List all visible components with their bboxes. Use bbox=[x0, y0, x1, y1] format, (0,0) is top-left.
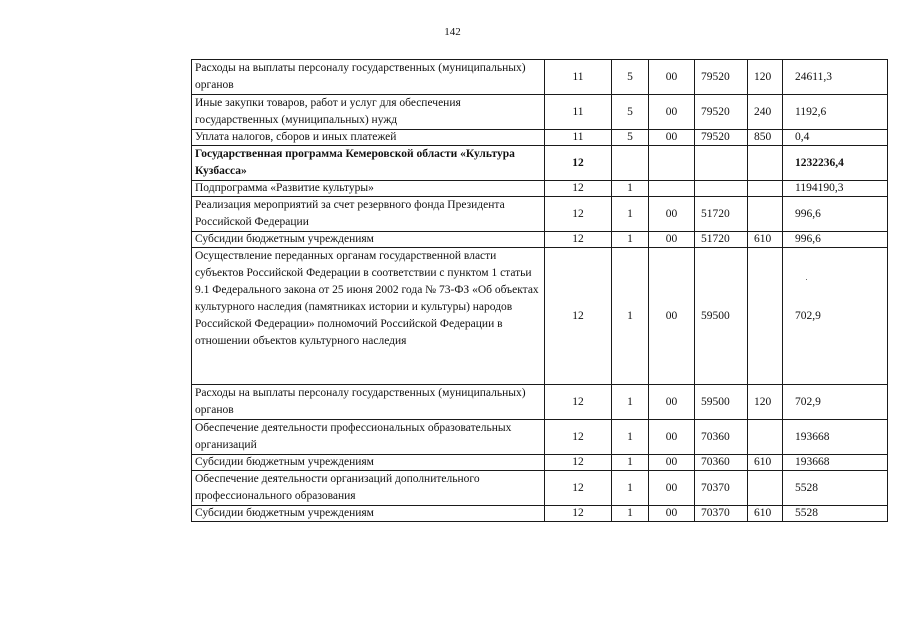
row-name-cell: Расходы на выплаты персоналу государственных (муниципальных) органов bbox=[192, 385, 545, 420]
expense-type-cell bbox=[748, 197, 783, 232]
program-code-cell: 00 bbox=[649, 232, 695, 248]
section-code-cell: 12 bbox=[545, 471, 612, 506]
row-name-cell: Субсидии бюджетным учреждениям bbox=[192, 232, 545, 248]
program-code-cell: 00 bbox=[649, 385, 695, 420]
section-code-cell: 12 bbox=[545, 385, 612, 420]
table-row bbox=[192, 232, 888, 248]
program-code-cell bbox=[649, 181, 695, 197]
subsection-code-cell: 1 bbox=[612, 181, 649, 197]
row-name-cell: Подпрограмма «Развитие культуры» bbox=[192, 181, 545, 197]
amount-cell: 5528 bbox=[783, 506, 888, 522]
subsection-code-cell: 1 bbox=[612, 197, 649, 232]
subsection-code-cell: 5 bbox=[612, 60, 649, 95]
subsection-code-cell: 1 bbox=[612, 385, 649, 420]
table-row bbox=[192, 455, 888, 471]
table-row bbox=[192, 385, 888, 420]
expense-type-cell: 240 bbox=[748, 95, 783, 130]
expense-type-cell bbox=[748, 471, 783, 506]
amount-cell: 193668 bbox=[783, 455, 888, 471]
expense-type-cell: 610 bbox=[748, 232, 783, 248]
program-code-cell: 00 bbox=[649, 248, 695, 385]
section-code-cell: 11 bbox=[545, 95, 612, 130]
table-row bbox=[192, 471, 888, 506]
target-article-cell: 79520 bbox=[695, 60, 748, 95]
amount-cell: 5528 bbox=[783, 471, 888, 506]
subsection-code-cell: 5 bbox=[612, 95, 649, 130]
table-row bbox=[192, 181, 888, 197]
program-code-cell: 00 bbox=[649, 506, 695, 522]
amount-cell: 1194190,3 bbox=[783, 181, 888, 197]
row-name-cell: Расходы на выплаты персоналу государственных (муниципальных) органов bbox=[192, 60, 545, 95]
row-name-cell: Иные закупки товаров, работ и услуг для обеспечения государственных (муниципальных) нужд bbox=[192, 95, 545, 130]
target-article-cell: 70370 bbox=[695, 506, 748, 522]
section-code-cell: 12 bbox=[545, 420, 612, 455]
amount-cell: 0,4 bbox=[783, 130, 888, 146]
section-code-cell: 11 bbox=[545, 130, 612, 146]
program-code-cell bbox=[649, 146, 695, 181]
expense-type-cell bbox=[748, 146, 783, 181]
amount-cell: 996,6 bbox=[783, 232, 888, 248]
expense-type-cell: 120 bbox=[748, 385, 783, 420]
table-row bbox=[192, 95, 888, 130]
table-row bbox=[192, 60, 888, 95]
target-article-cell: 59500 bbox=[695, 248, 748, 385]
program-code-cell: 00 bbox=[649, 130, 695, 146]
program-code-cell: 00 bbox=[649, 197, 695, 232]
amount-cell: 702,9 bbox=[783, 248, 888, 385]
expense-type-cell bbox=[748, 181, 783, 197]
target-article-cell: 79520 bbox=[695, 95, 748, 130]
budget-table bbox=[191, 59, 888, 522]
section-code-cell: 12 bbox=[545, 197, 612, 232]
amount-cell: 193668 bbox=[783, 420, 888, 455]
row-name-cell: Осуществление переданных органам государственной власти субъектов Российской Федерации в соответствии с пунктом 1 статьи 9.1 Федерального закона от 25 июня 2002 года № 73-ФЗ «Об объектах культурного наследия (памятниках истории и культуры) народов Российской Федерации» полномочий Российской Федерации в отношении объектов культурного наследия bbox=[192, 248, 545, 385]
table-row bbox=[192, 248, 888, 385]
table-row bbox=[192, 146, 888, 181]
row-name-cell: Субсидии бюджетным учреждениям bbox=[192, 506, 545, 522]
expense-type-cell: 120 bbox=[748, 60, 783, 95]
section-code-cell: 12 bbox=[545, 232, 612, 248]
target-article-cell: 51720 bbox=[695, 197, 748, 232]
expense-type-cell: 850 bbox=[748, 130, 783, 146]
amount-cell: 1232236,4 bbox=[783, 146, 888, 181]
subsection-code-cell: 1 bbox=[612, 420, 649, 455]
section-code-cell: 12 bbox=[545, 181, 612, 197]
target-article-cell bbox=[695, 181, 748, 197]
subsection-code-cell: 1 bbox=[612, 471, 649, 506]
row-name-cell: Реализация мероприятий за счет резервного фонда Президента Российской Федерации bbox=[192, 197, 545, 232]
program-code-cell: 00 bbox=[649, 420, 695, 455]
amount-cell: 996,6 bbox=[783, 197, 888, 232]
target-article-cell: 79520 bbox=[695, 130, 748, 146]
row-name-cell: Обеспечение деятельности профессиональных образовательных организаций bbox=[192, 420, 545, 455]
page-number: 142 bbox=[444, 26, 461, 38]
target-article-cell: 70360 bbox=[695, 420, 748, 455]
expense-type-cell bbox=[748, 420, 783, 455]
program-code-cell: 00 bbox=[649, 95, 695, 130]
subsection-code-cell: 1 bbox=[612, 248, 649, 385]
budget-table-body bbox=[192, 60, 888, 522]
subsection-code-cell: 1 bbox=[612, 506, 649, 522]
table-row bbox=[192, 506, 888, 522]
program-code-cell: 00 bbox=[649, 60, 695, 95]
subsection-code-cell: 1 bbox=[612, 232, 649, 248]
target-article-cell: 51720 bbox=[695, 232, 748, 248]
row-name-cell: Обеспечение деятельности организаций дополнительного профессионального образования bbox=[192, 471, 545, 506]
row-name-cell: Государственная программа Кемеровской области «Культура Кузбасса» bbox=[192, 146, 545, 181]
section-code-cell: 12 bbox=[545, 506, 612, 522]
table-row bbox=[192, 420, 888, 455]
amount-cell: 702,9 bbox=[783, 385, 888, 420]
subsection-code-cell bbox=[612, 146, 649, 181]
target-article-cell bbox=[695, 146, 748, 181]
amount-cell: 24611,3 bbox=[783, 60, 888, 95]
expense-type-cell: 610 bbox=[748, 506, 783, 522]
section-code-cell: 12 bbox=[545, 146, 612, 181]
table-row bbox=[192, 197, 888, 232]
section-code-cell: 12 bbox=[545, 455, 612, 471]
subsection-code-cell: 5 bbox=[612, 130, 649, 146]
target-article-cell: 70360 bbox=[695, 455, 748, 471]
subsection-code-cell: 1 bbox=[612, 455, 649, 471]
table-row bbox=[192, 130, 888, 146]
program-code-cell: 00 bbox=[649, 471, 695, 506]
target-article-cell: 70370 bbox=[695, 471, 748, 506]
section-code-cell: 11 bbox=[545, 60, 612, 95]
expense-type-cell bbox=[748, 248, 783, 385]
expense-type-cell: 610 bbox=[748, 455, 783, 471]
scan-speck bbox=[806, 279, 807, 280]
section-code-cell: 12 bbox=[545, 248, 612, 385]
amount-cell: 1192,6 bbox=[783, 95, 888, 130]
row-name-cell: Уплата налогов, сборов и иных платежей bbox=[192, 130, 545, 146]
program-code-cell: 00 bbox=[649, 455, 695, 471]
target-article-cell: 59500 bbox=[695, 385, 748, 420]
row-name-cell: Субсидии бюджетным учреждениям bbox=[192, 455, 545, 471]
